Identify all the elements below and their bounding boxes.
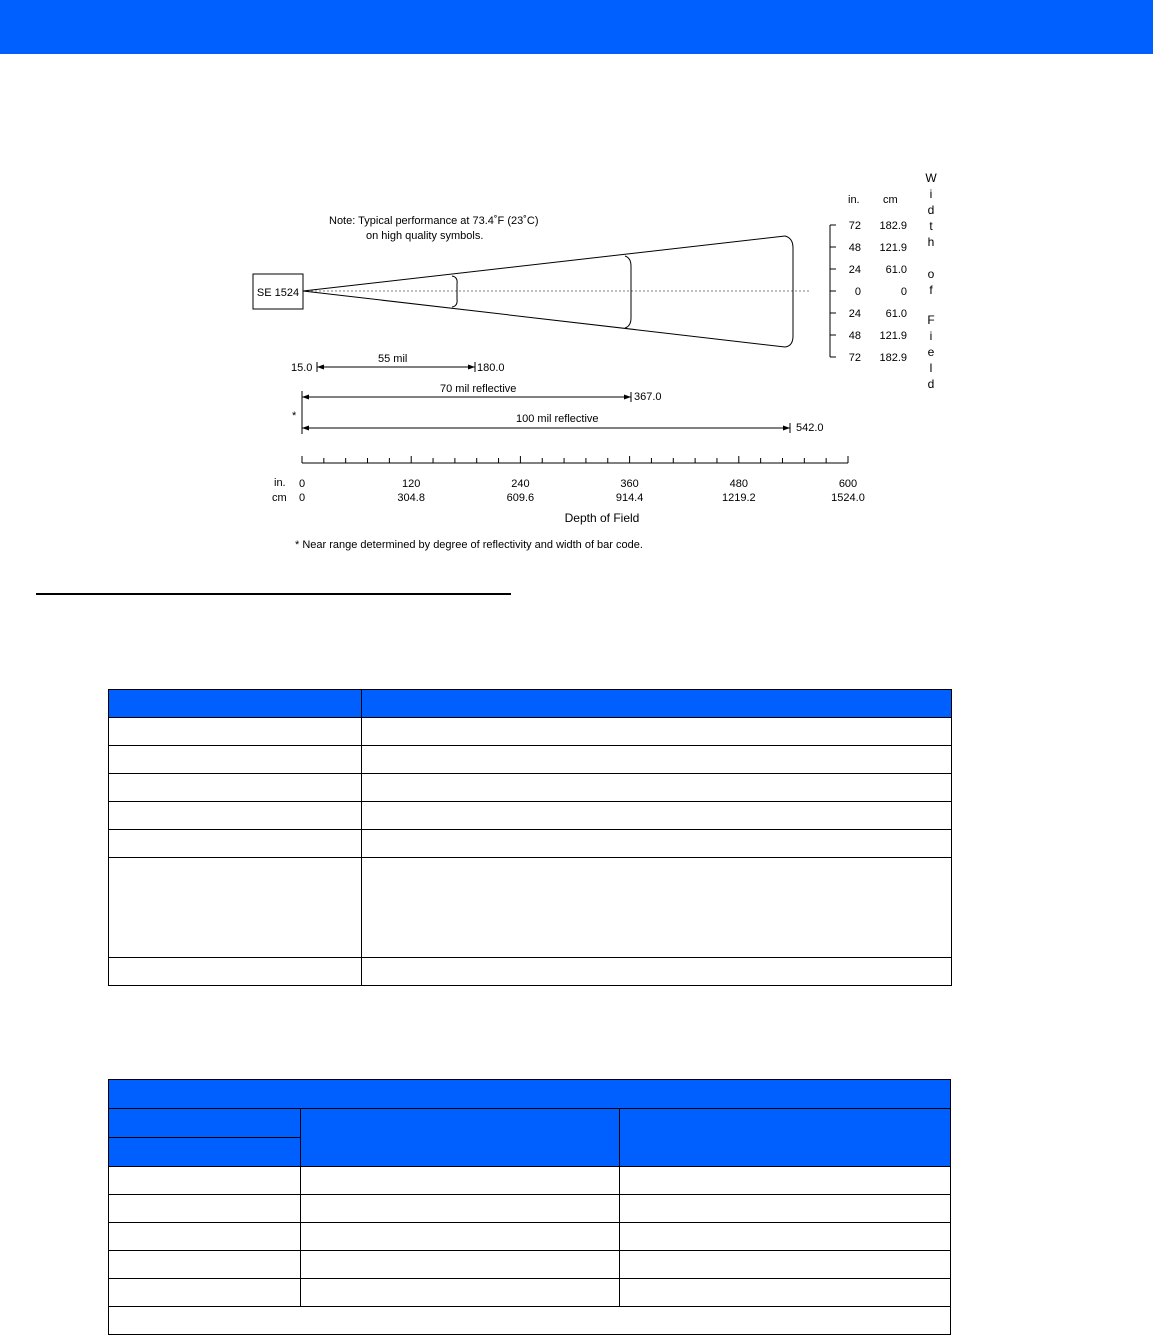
near-range-asterisk: * [292,410,297,422]
decode-header-cell [109,1109,301,1138]
width-in-value: 24 [848,308,861,320]
width-title-letter: W [925,171,937,185]
cone-upper-edge [303,236,785,291]
width-cm-value: 61.0 [885,308,907,320]
spec-cell [109,718,362,746]
depth-cm-label: 1219.2 [721,492,756,504]
range-70-end: 367.0 [634,391,662,403]
spec-cell [362,830,952,858]
width-title-letter: d [927,377,935,391]
depth-cm-label: 1524.0 [831,492,865,504]
decode-header-cell [620,1109,951,1167]
spec-cell [362,718,952,746]
zone-arc-100 [785,236,793,347]
depth-cm-label: 0 [298,492,306,504]
decode-cell [620,1251,951,1279]
spec-cell [109,958,362,986]
decode-cell [620,1195,951,1223]
decode-cell [109,1223,301,1251]
width-in-value: 48 [848,242,861,254]
width-cm-value: 182.9 [879,220,907,232]
range-55-start: 15.0 [291,362,313,374]
width-title-letter: i [929,187,933,201]
spec-header-cell [362,690,952,718]
decode-cell [109,1167,301,1195]
decode-range-table [108,1079,951,1335]
spec-cell [109,774,362,802]
range-55-end: 180.0 [477,362,505,374]
depth-ticks [302,456,848,463]
spec-cell [362,774,952,802]
width-title-letter: h [927,235,935,249]
spec-cell [362,958,952,986]
decode-cell [109,1251,301,1279]
footnote: * Near range determined by degree of reflectivity and width of bar code. [295,539,643,551]
range-100-label: 100 mil reflective [516,413,599,425]
range-55-label: 55 mil [378,353,408,365]
width-in-value: 0 [854,286,861,298]
spec-header-cell [109,690,362,718]
spec-cell [362,802,952,830]
decode-header-cell [109,1138,301,1167]
cone-lower-edge [303,291,785,347]
depth-in-label: 120 [402,478,421,490]
axis-unit-in: in. [274,477,286,489]
width-title-letter: i [929,329,933,343]
spec-table [108,689,952,986]
decode-cell [109,1279,301,1307]
depth-in-label: 480 [729,478,748,490]
depth-in-label: 0 [298,478,306,490]
section-rule [36,593,511,595]
depth-cm-label: 914.4 [615,492,644,504]
decode-cell [620,1223,951,1251]
width-in-value: 24 [848,264,861,276]
zone-arc-55 [452,276,457,307]
decode-cell [301,1195,620,1223]
width-title-letter: t [929,219,933,233]
spec-cell [362,858,952,958]
note-line-1: Note: Typical performance at 73.4˚F (23˚C) [329,215,539,227]
depth-cm-label: 304.8 [397,492,425,504]
decode-cell [109,1195,301,1223]
decode-cell [301,1251,620,1279]
width-ticks [830,220,907,364]
width-unit-cm: cm [883,194,898,206]
depth-in-label: 360 [620,478,639,490]
axis-title: Depth of Field [564,511,640,525]
width-title-letter: o [927,267,935,281]
width-in-value: 72 [848,352,861,364]
width-of-field-title [925,171,937,391]
decode-header-cell [301,1109,620,1167]
decode-cell [301,1167,620,1195]
width-in-value: 72 [848,220,861,232]
decode-cell [620,1167,951,1195]
axis-unit-cm: cm [272,492,287,504]
spec-cell [109,858,362,958]
width-cm-value: 0 [900,286,907,298]
spec-cell [109,746,362,774]
decode-cell [620,1279,951,1307]
width-title-letter: F [927,313,935,327]
decode-cell [301,1223,620,1251]
width-unit-in: in. [848,194,860,206]
width-title-letter: d [927,203,935,217]
range-100-end: 542.0 [796,422,824,434]
width-in-value: 48 [848,330,861,342]
spec-cell [109,830,362,858]
note-line-2: on high quality symbols. [366,230,484,242]
depth-in-label: 600 [838,478,858,490]
scanner-label: SE 1524 [256,287,300,299]
spec-cell [109,802,362,830]
spec-cell [362,746,952,774]
width-cm-value: 121.9 [879,330,907,342]
depth-cm-label: 609.6 [506,492,535,504]
decode-cell [301,1279,620,1307]
depth-in-label: 240 [511,478,530,490]
width-cm-value: 121.9 [879,242,907,254]
zone-arc-70 [625,256,631,328]
decode-footer-cell [109,1307,951,1335]
width-title-letter: l [929,361,933,375]
width-title-letter: e [927,345,935,359]
depth-labels [299,478,865,504]
decode-table-title [109,1080,951,1109]
width-cm-value: 61.0 [885,264,907,276]
range-70-label: 70 mil reflective [440,383,517,395]
width-title-letter: f [929,283,933,297]
width-cm-value: 182.9 [879,352,907,364]
